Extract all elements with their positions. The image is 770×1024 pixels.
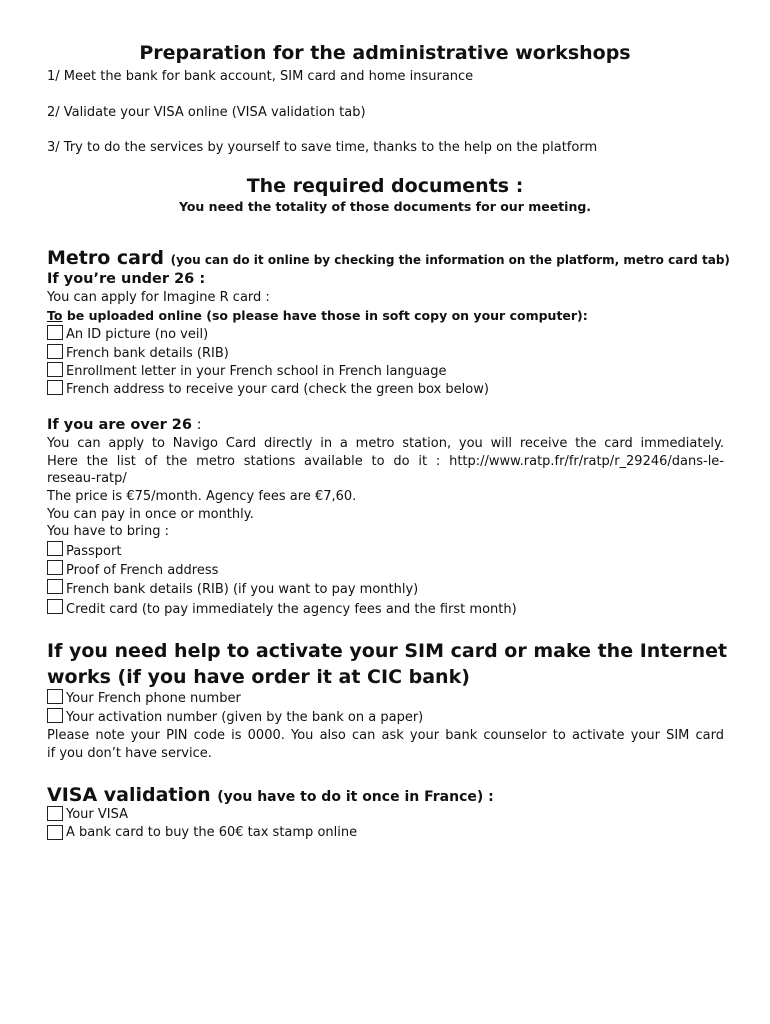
checkbox[interactable] (47, 825, 63, 840)
checklist-item-tax-stamp: A bank card to buy the 60€ tax stamp online (66, 825, 358, 840)
over-26-heading-colon: : (191, 417, 202, 433)
checkbox[interactable] (47, 560, 63, 575)
over-26-line-3: reseau-ratp/ (47, 471, 127, 486)
checkbox[interactable] (47, 599, 63, 614)
sim-heading-line-2: works (if you have order it at CIC bank) (47, 666, 470, 688)
step-2: 2/ Validate your VISA online (VISA validation tab) (47, 105, 366, 120)
checkbox[interactable] (47, 708, 63, 723)
checklist-item-proof-of-address: Proof of French address (66, 563, 219, 578)
sim-note-line-2: if you don’t have service. (47, 746, 212, 761)
metro-card-title: Metro card (47, 247, 164, 269)
required-documents-subheading: You need the totality of those documents for our meeting. (178, 199, 592, 214)
checkbox[interactable] (47, 541, 63, 556)
checklist-item-phone-number: Your French phone number (66, 691, 241, 706)
over-26-heading-text: If you are over 26 (47, 417, 192, 433)
checklist-item-id-picture: An ID picture (no veil) (66, 327, 209, 342)
visa-heading (47, 784, 494, 806)
checklist-item-french-address: French address to receive your card (check the green box below) (66, 382, 489, 397)
checkbox[interactable] (47, 689, 63, 704)
checklist-item-credit-card: Credit card (to pay immediately the agency fees and the first month) (66, 602, 517, 617)
checklist-item-passport: Passport (66, 544, 122, 559)
visa-note: (you have to do it once in France) : (217, 789, 494, 805)
over-26-bring: You have to bring : (47, 524, 169, 539)
checklist-item-visa: Your VISA (66, 807, 128, 822)
checkbox[interactable] (47, 344, 63, 359)
over-26-pay: You can pay in once or monthly. (47, 507, 254, 522)
checkbox[interactable] (47, 362, 63, 377)
upload-note (47, 308, 588, 323)
under-26-intro: You can apply for Imagine R card : (47, 290, 270, 305)
over-26-line-2: Here the list of the metro stations available to do it : http://www.ratp.fr/fr/ratp/r_29246/dans-le- (47, 454, 724, 469)
over-26-heading (47, 417, 201, 433)
checklist-item-bank-details-monthly: French bank details (RIB) (if you want to pay monthly) (66, 582, 419, 597)
checkbox[interactable] (47, 579, 63, 594)
checklist-item-bank-details: French bank details (RIB) (66, 346, 229, 361)
metro-card-note: (you can do it online by checking the information on the platform, metro card tab) (170, 253, 730, 267)
step-1: 1/ Meet the bank for bank account, SIM card and home insurance (47, 69, 474, 84)
page-title: Preparation for the administrative workshops (139, 42, 631, 64)
required-documents-heading: The required documents : (246, 175, 524, 197)
sim-note-line-1: Please note your PIN code is 0000. You also can ask your bank counselor to activate your SIM card (47, 728, 724, 743)
checklist-item-enrollment-letter: Enrollment letter in your French school in French language (66, 364, 447, 379)
over-26-line-1: You can apply to Navigo Card directly in a metro station, you will receive the card immediately. (47, 436, 724, 451)
step-3: 3/ Try to do the services by yourself to save time, thanks to the help on the platform (47, 140, 598, 155)
checkbox[interactable] (47, 806, 63, 821)
checkbox[interactable] (47, 380, 63, 395)
metro-card-heading (47, 247, 730, 269)
upload-note-rest: be uploaded online (so please have those in soft copy on your computer): (62, 308, 588, 323)
checkbox[interactable] (47, 325, 63, 340)
upload-note-prefix: To (47, 308, 63, 323)
sim-heading-line-1: If you need help to activate your SIM card or make the Internet (47, 640, 728, 662)
over-26-price: The price is €75/month. Agency fees are €7,60. (47, 489, 357, 504)
under-26-heading: If you’re under 26 : (47, 271, 206, 287)
checklist-item-activation-number: Your activation number (given by the bank on a paper) (66, 710, 424, 725)
visa-title: VISA validation (47, 784, 211, 806)
